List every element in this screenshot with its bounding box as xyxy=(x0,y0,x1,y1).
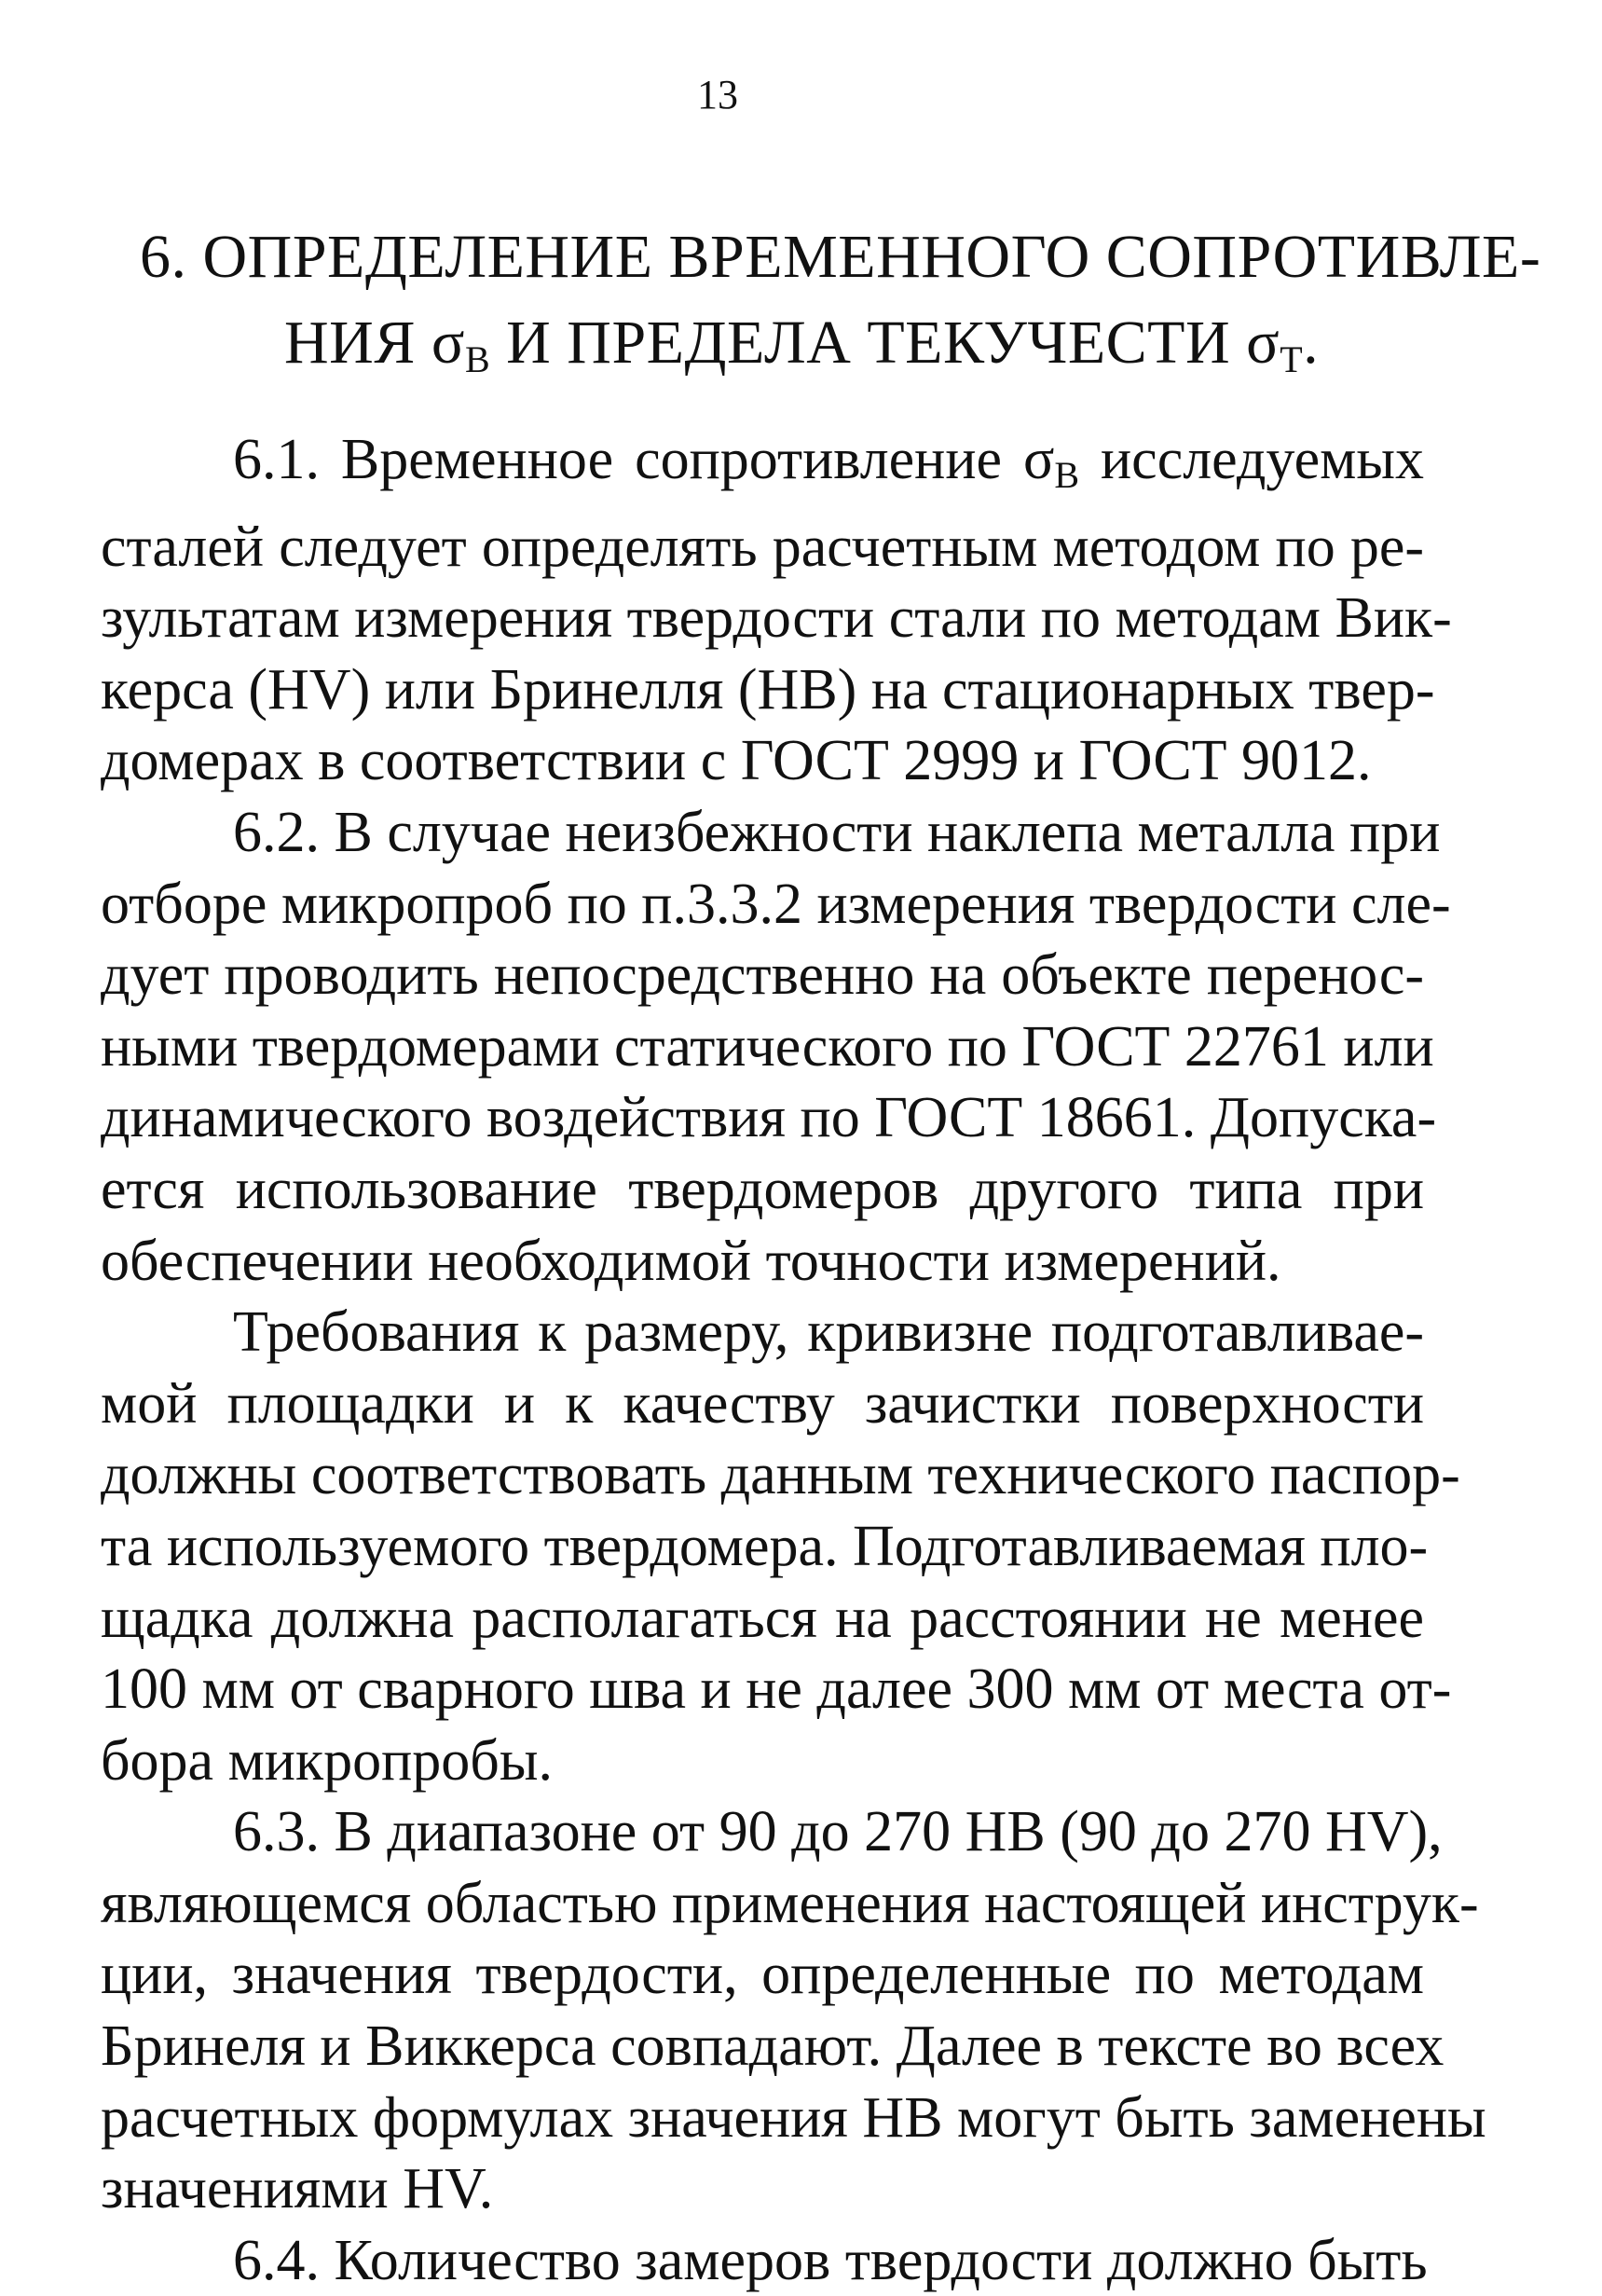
text-line: расчетных формулах значения НВ могут быть заменены xyxy=(101,2085,1486,2150)
text-line: должны соответствовать данным технического паспор- xyxy=(101,1443,1460,1507)
heading-line-1: 6. ОПРЕДЕЛЕНИЕ ВРЕМЕННОГО СОПРОТИВЛЕ- xyxy=(140,223,1541,291)
text-line: отборе микропроб по п.3.3.2 измерения твердости сле- xyxy=(101,872,1451,936)
paragraph-6-3 xyxy=(101,1796,1486,2225)
text-line: Требования к размеру, кривизне подготавливае- xyxy=(233,1300,1424,1365)
text-line xyxy=(101,424,1424,512)
paragraph-6-1 xyxy=(101,424,1452,797)
body-text xyxy=(101,424,1486,2296)
heading-text: И ПРЕДЕЛА ТЕКУЧЕСТИ σ xyxy=(490,309,1280,377)
text-line: сталей следует определять расчетным методом по ре- xyxy=(101,515,1424,579)
heading-text: НИЯ σ xyxy=(284,309,465,377)
sigma-b-subscript: В xyxy=(1054,454,1080,496)
heading-line-2 xyxy=(140,300,1445,403)
text-line: 6.2. В случае неизбежности наклепа металла при xyxy=(233,800,1441,864)
text-line: являющемся областью применения настоящей инструк- xyxy=(101,1871,1479,1935)
text-line: 6.4. Количество замеров твердости должно быть xyxy=(233,2228,1428,2292)
text-run: исследуемых xyxy=(1079,428,1424,491)
sigma-t-subscript: Т xyxy=(1280,338,1304,380)
sigma-b-subscript: В xyxy=(464,338,491,380)
text-line: дует проводить непосредственно на объекте перенос- xyxy=(101,943,1424,1008)
text-line: значениями HV. xyxy=(101,2157,494,2221)
text-line: 100 мм от сварного шва и не далее 300 мм от места от- xyxy=(101,1657,1452,1722)
text-line: ными твердомерами статического по ГОСТ 22761 или xyxy=(101,1014,1434,1079)
text-line: 6.3. В диапазоне от 90 до 270 НВ (90 до 270 HV), xyxy=(233,1800,1443,1864)
text-line: обеспечении необходимой точности измерений. xyxy=(101,1229,1281,1293)
text-line: динамического воздействия по ГОСТ 18661. Допуска- xyxy=(101,1086,1437,1150)
paragraph-requirements xyxy=(101,1297,1460,1796)
text-line: ется использование твердомеров другого типа при xyxy=(101,1157,1424,1221)
paragraph-6-2 xyxy=(101,797,1451,1297)
text-line: зультатам измерения твердости стали по методам Вик- xyxy=(101,586,1452,651)
text-line: мой площадки и к качеству зачистки поверхности xyxy=(101,1371,1424,1436)
text-line: домерах в соответствии с ГОСТ 2999 и ГОСТ 9012. xyxy=(101,729,1372,793)
text-line: бора микропробы. xyxy=(101,1728,553,1793)
page-number: 13 xyxy=(697,72,738,117)
text-line: та используемого твердомера. Подготавливаемая пло- xyxy=(101,1514,1429,1578)
heading-text: . xyxy=(1303,309,1320,377)
text-line: Бринеля и Виккерса совпадают. Далее в тексте во всех xyxy=(101,2014,1445,2079)
text-line: ции, значения твердости, определенные по методам xyxy=(101,1943,1424,2007)
paragraph-6-4 xyxy=(101,2225,1428,2296)
section-heading xyxy=(140,214,1541,403)
text-line: керса (HV) или Бринелля (НВ) на стационарных твер- xyxy=(101,657,1435,722)
text-line: щадка должна располагаться на расстоянии не менее xyxy=(101,1586,1424,1650)
text-run: 6.1. Временное сопротивление σ xyxy=(233,428,1055,491)
